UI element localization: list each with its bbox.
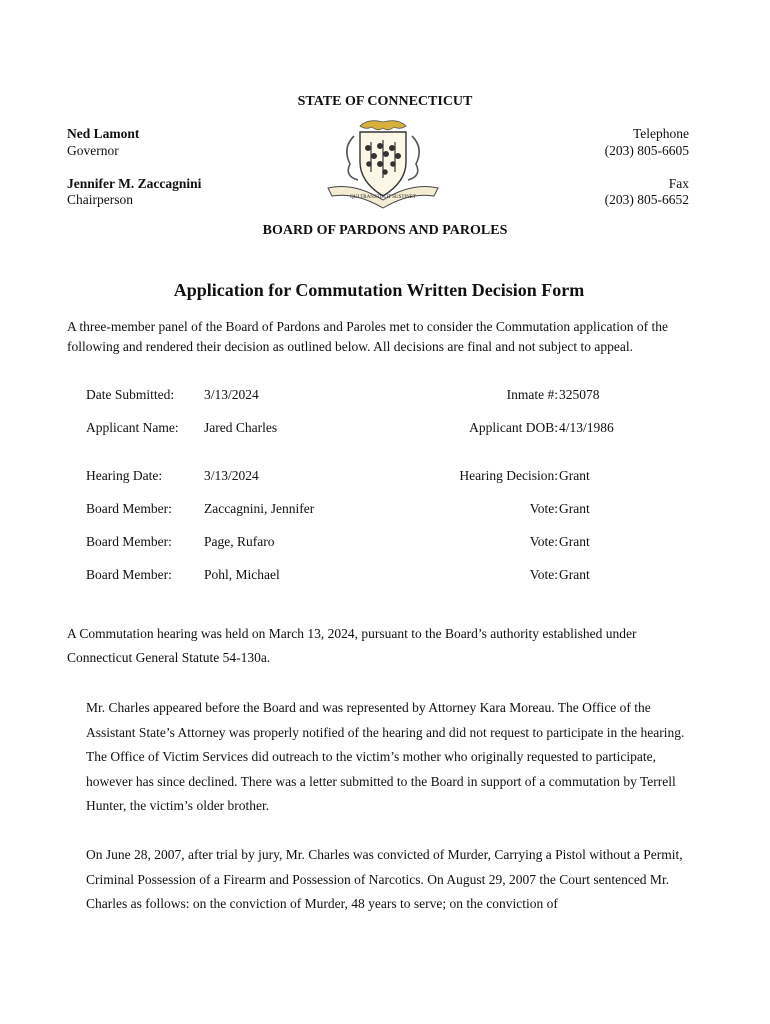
seal-motto: QUI TRANSTULIT SUSTINET: [350, 195, 416, 200]
chair-title: Chairperson: [67, 192, 133, 207]
vote-label: Vote:: [529, 534, 558, 549]
vote-label: Vote:: [529, 501, 558, 516]
board-member-name: Page, Rufaro: [204, 534, 275, 549]
hearing-date-value: 3/13/2024: [204, 468, 259, 483]
vote-value: Grant: [559, 534, 590, 549]
board-member-label: Board Member:: [86, 501, 172, 516]
board-member-name: Zaccagnini, Jennifer: [204, 501, 315, 516]
applicant-dob-label: Applicant DOB:: [469, 420, 558, 435]
date-submitted-label: Date Submitted:: [86, 387, 175, 402]
board-member-label: Board Member:: [86, 567, 172, 582]
board-heading: BOARD OF PARDONS AND PAROLES: [262, 223, 508, 238]
state-seal-icon: [324, 116, 442, 212]
vote-value: Grant: [559, 501, 590, 516]
telephone-label: Telephone: [632, 126, 689, 141]
board-member-label: Board Member:: [86, 534, 172, 549]
state-heading: STATE OF CONNECTICUT: [297, 94, 473, 109]
vote-label: Vote:: [529, 567, 558, 582]
fax-number: (203) 805-6652: [604, 192, 689, 207]
chair-name: Jennifer M. Zaccagnini: [67, 176, 202, 191]
telephone-number: (203) 805-6605: [604, 143, 689, 158]
intro-paragraph: A three-member panel of the Board of Pardons and Paroles met to consider the Commutation application of the following and rendered their decision as outlined below. All decisions are final and not subject to appeal.: [67, 319, 668, 354]
conviction-paragraph: On June 28, 2007, after trial by jury, Mr. Charles was convicted of Murder, Carrying a Pistol without a Permit, Criminal Possession of a Firearm and Possession of Narcotics. On August 29, 2007 the Court sentenced Mr. Charles as follows: on the conviction of Murder, 48 years to serve; on the conviction of: [86, 847, 683, 911]
governor-title: Governor: [67, 143, 119, 158]
applicant-name-value: Jared Charles: [204, 420, 278, 435]
form-title: Application for Commutation Written Decision Form: [173, 280, 585, 300]
appearance-paragraph: Mr. Charles appeared before the Board and was represented by Attorney Kara Moreau. The Office of the Assistant State’s Attorney was properly notified of the hearing and did not request to participate in the hearing. The Office of Victim Services did outreach to the victim’s mother who originally requested to participate, however has since declined. There was a letter submitted to the Board in support of a commutation by Terrell Hunter, the victim’s older brother.: [86, 700, 685, 813]
board-member-name: Pohl, Michael: [204, 567, 280, 582]
applicant-dob-value: 4/13/1986: [559, 420, 614, 435]
hearing-decision-label: Hearing Decision:: [459, 468, 558, 483]
governor-name: Ned Lamont: [67, 126, 140, 141]
hearing-decision-value: Grant: [559, 468, 590, 483]
inmate-number-value: 325078: [559, 387, 600, 402]
applicant-name-label: Applicant Name:: [86, 420, 179, 435]
vote-value: Grant: [559, 567, 590, 582]
date-submitted-value: 3/13/2024: [204, 387, 259, 402]
hearing-paragraph: A Commutation hearing was held on March 13, 2024, pursuant to the Board’s authority established under Connecticut General Statute 54-130a.: [67, 626, 637, 665]
hearing-date-label: Hearing Date:: [86, 468, 163, 483]
inmate-number-label: Inmate #:: [506, 387, 558, 402]
fax-label: Fax: [668, 176, 689, 191]
